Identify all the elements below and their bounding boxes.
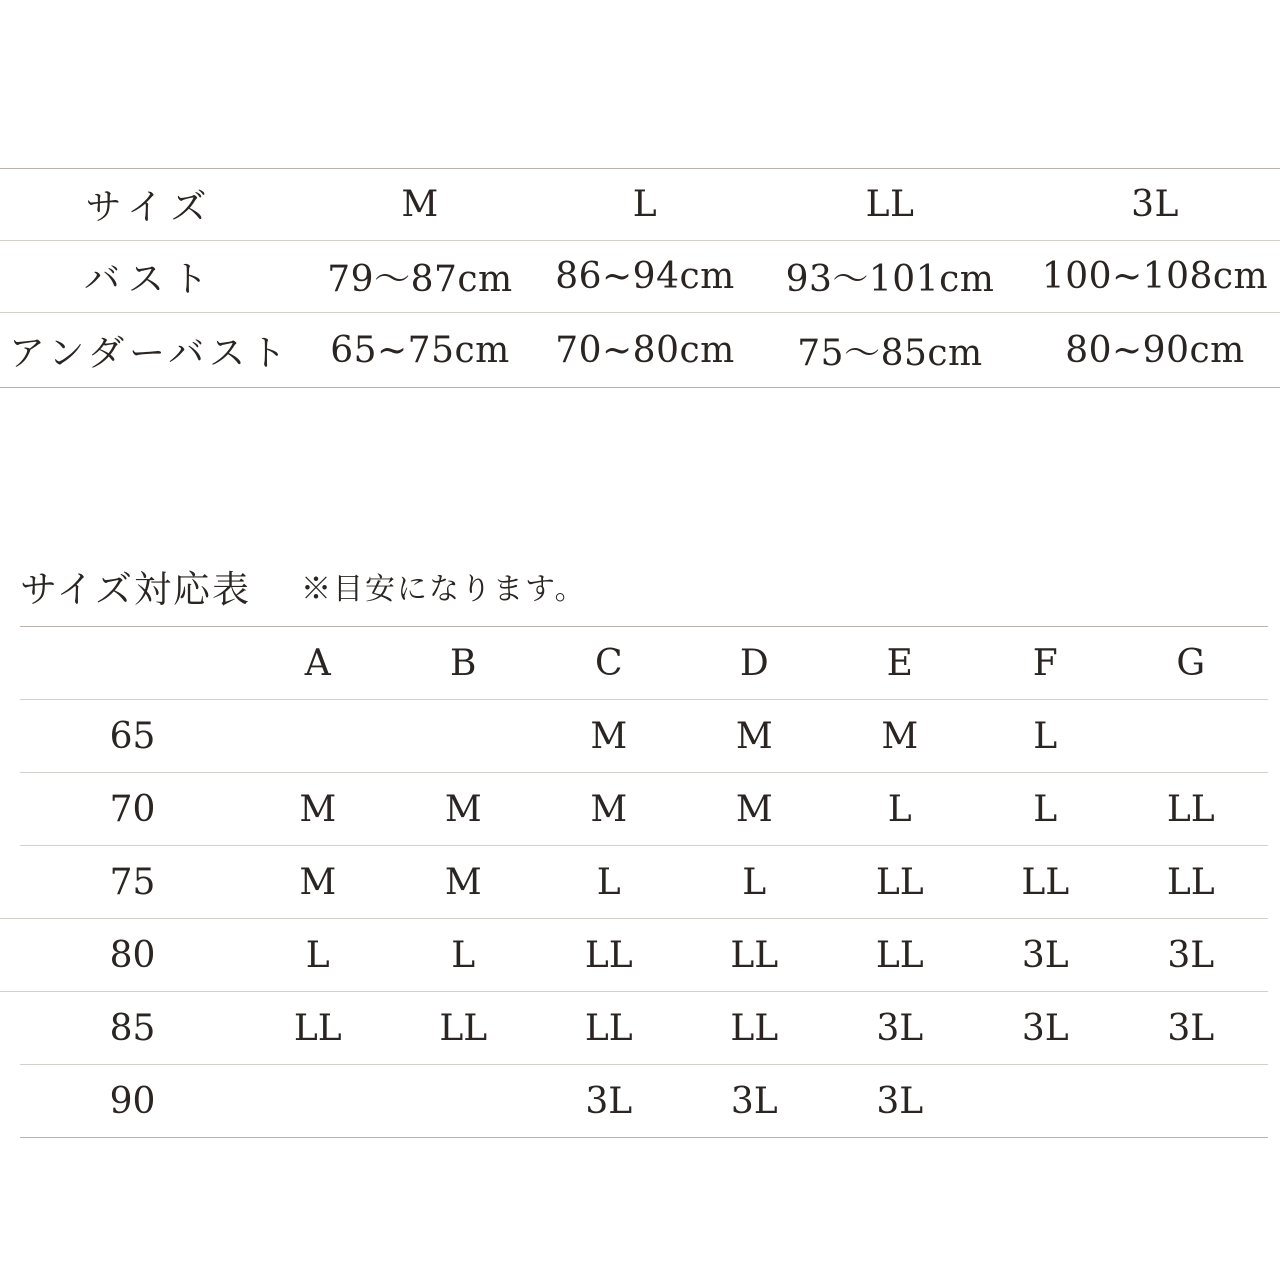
table-row <box>20 1065 1268 1138</box>
bust-m: 79〜87cm <box>327 259 513 300</box>
size-cell: L <box>742 861 767 903</box>
table-row <box>20 992 1268 1065</box>
underbust-m: 65~75cm <box>330 329 510 371</box>
size-cell: LL <box>439 1007 488 1049</box>
underbust-value: 65 <box>109 715 156 757</box>
bust-ll: 93〜101cm <box>785 259 995 300</box>
underbust-3l: 80~90cm <box>1065 329 1245 371</box>
size-header-l: L <box>632 184 658 225</box>
cup-header-g: G <box>1176 642 1206 684</box>
size-cell: M <box>590 715 628 757</box>
underbust-value: 70 <box>109 788 156 830</box>
size-cell: L <box>305 934 330 976</box>
underbust-value: 85 <box>109 1007 156 1049</box>
correspondence-note: ※目安になります。 <box>301 572 587 607</box>
size-cell: L <box>451 934 476 976</box>
size-cell: M <box>299 788 337 830</box>
size-cell: 3L <box>585 1080 633 1122</box>
cup-header-d: D <box>739 642 769 684</box>
size-cell: LL <box>730 934 779 976</box>
size-cell: LL <box>875 934 924 976</box>
size-cell: LL <box>293 1007 342 1049</box>
size-header-m: M <box>401 184 439 225</box>
size-cell: M <box>590 788 628 830</box>
correspondence-title: サイズ対応表 <box>20 568 252 611</box>
table-row <box>20 919 1268 992</box>
size-cell: M <box>299 861 337 903</box>
cup-header-row <box>20 627 1268 700</box>
size-cell: L <box>1033 788 1058 830</box>
size-cell: LL <box>875 861 924 903</box>
cup-header-b: B <box>450 642 477 684</box>
underbust-value: 90 <box>109 1080 156 1122</box>
size-cell: L <box>887 788 912 830</box>
size-cell: 3L <box>730 1080 778 1122</box>
size-header-row <box>0 169 1280 241</box>
edge-rule <box>0 918 20 919</box>
bust-row <box>0 241 1280 313</box>
cup-header-a: A <box>304 642 331 684</box>
underbust-label: アンダーバスト <box>8 332 292 374</box>
size-cell: 3L <box>1167 1007 1215 1049</box>
size-cell: 3L <box>876 1007 924 1049</box>
bust-l: 86~94cm <box>555 256 735 297</box>
size-cell: L <box>1033 715 1058 757</box>
size-cell: M <box>735 715 773 757</box>
edge-rule <box>0 991 20 992</box>
size-cell: LL <box>584 934 633 976</box>
table-row <box>20 846 1268 919</box>
underbust-row <box>0 313 1280 388</box>
size-cell: LL <box>1021 861 1070 903</box>
size-measurement-table <box>0 168 1280 388</box>
underbust-value: 80 <box>109 934 156 976</box>
size-cell: LL <box>1166 788 1215 830</box>
table-row <box>20 700 1268 773</box>
size-cell: M <box>881 715 919 757</box>
size-cell: LL <box>730 1007 779 1049</box>
cup-header-e: E <box>886 642 913 684</box>
underbust-ll: 75〜85cm <box>797 332 983 374</box>
correspondence-heading <box>20 556 587 616</box>
cup-header-c: C <box>594 642 623 684</box>
bust-3l: 100~108cm <box>1041 256 1269 297</box>
size-header-ll: LL <box>865 184 915 225</box>
size-cell: 3L <box>1167 934 1215 976</box>
size-cell: 3L <box>1021 934 1069 976</box>
underbust-value: 75 <box>109 861 156 903</box>
table-row <box>20 773 1268 846</box>
size-cell: 3L <box>1021 1007 1069 1049</box>
size-header-label: サイズ <box>85 187 215 228</box>
size-correspondence-table <box>20 626 1268 1138</box>
size-header-3l: 3L <box>1131 184 1179 225</box>
size-cell: M <box>735 788 773 830</box>
bust-label: バスト <box>83 259 216 300</box>
size-cell: M <box>444 861 482 903</box>
size-cell: M <box>444 788 482 830</box>
size-cell: L <box>596 861 621 903</box>
size-cell: 3L <box>876 1080 924 1122</box>
cup-header-f: F <box>1032 642 1058 684</box>
underbust-l: 70~80cm <box>555 329 735 371</box>
size-cell: LL <box>1166 861 1215 903</box>
size-cell: LL <box>584 1007 633 1049</box>
